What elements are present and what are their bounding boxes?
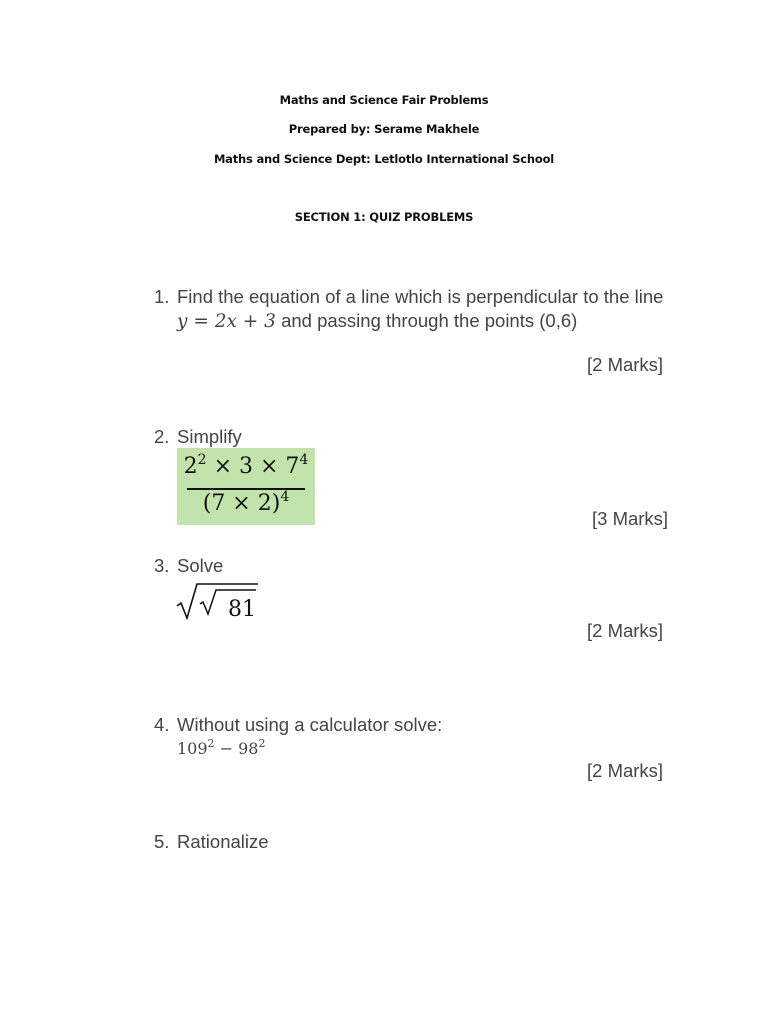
- question-2-text: Simplify: [177, 426, 242, 447]
- question-3-number: 3.: [154, 555, 170, 576]
- question-4-text: Without using a calculator solve:: [177, 714, 443, 735]
- question-5-text: Rationalize: [177, 831, 269, 852]
- question-1-text: Find the equation of a line which is perpendicular to the line: [177, 286, 664, 307]
- question-4: [154, 713, 714, 761]
- nested-radical-icon: [176, 582, 260, 622]
- expression-exponent-1: 2: [207, 737, 215, 750]
- radicand: 81: [228, 597, 256, 622]
- question-1: [154, 285, 714, 334]
- expression-base-1: 109: [177, 739, 208, 758]
- question-1-marks: [2 Marks]: [587, 354, 664, 375]
- numerator-exponent-2: 4: [299, 452, 309, 468]
- question-3-text: Solve: [177, 555, 224, 576]
- numerator-middle: × 3 × 7: [206, 454, 300, 479]
- question-3-nested-root: [176, 582, 260, 622]
- question-3: [154, 554, 714, 578]
- author-line: Prepared by: Serame Makhele: [288, 122, 480, 136]
- expression-minus: −: [214, 739, 239, 758]
- question-4-expression: [154, 737, 714, 761]
- question-3-marks: [2 Marks]: [587, 620, 664, 641]
- fraction-numerator: [177, 454, 315, 479]
- document-title: Maths and Science Fair Problems: [279, 93, 489, 107]
- question-4-number: 4.: [154, 714, 170, 735]
- question-4-marks: [2 Marks]: [587, 760, 664, 781]
- question-5-number: 5.: [154, 831, 170, 852]
- question-5: [154, 830, 714, 854]
- numerator-exponent-1: 2: [197, 452, 207, 468]
- expression-exponent-2: 2: [258, 737, 266, 750]
- question-2-fraction: [177, 448, 315, 525]
- question-2-number: 2.: [154, 426, 170, 447]
- question-2: [154, 425, 714, 449]
- denominator-exponent: 4: [280, 489, 290, 505]
- section-heading: SECTION 1: QUIZ PROBLEMS: [294, 210, 474, 224]
- question-1-number: 1.: [154, 286, 170, 307]
- question-2-marks: [3 Marks]: [592, 508, 669, 529]
- question-1-text-after: and passing through the points (0,6): [275, 310, 578, 331]
- denominator-base: (7 × 2): [202, 491, 281, 516]
- numerator-base-1: 2: [183, 454, 198, 479]
- fraction-denominator: [177, 491, 315, 516]
- department-line: Maths and Science Dept: Letlotlo International School: [213, 152, 555, 166]
- question-1-equation: y = 2x + 3: [177, 311, 276, 332]
- expression-base-2: 98: [238, 739, 259, 758]
